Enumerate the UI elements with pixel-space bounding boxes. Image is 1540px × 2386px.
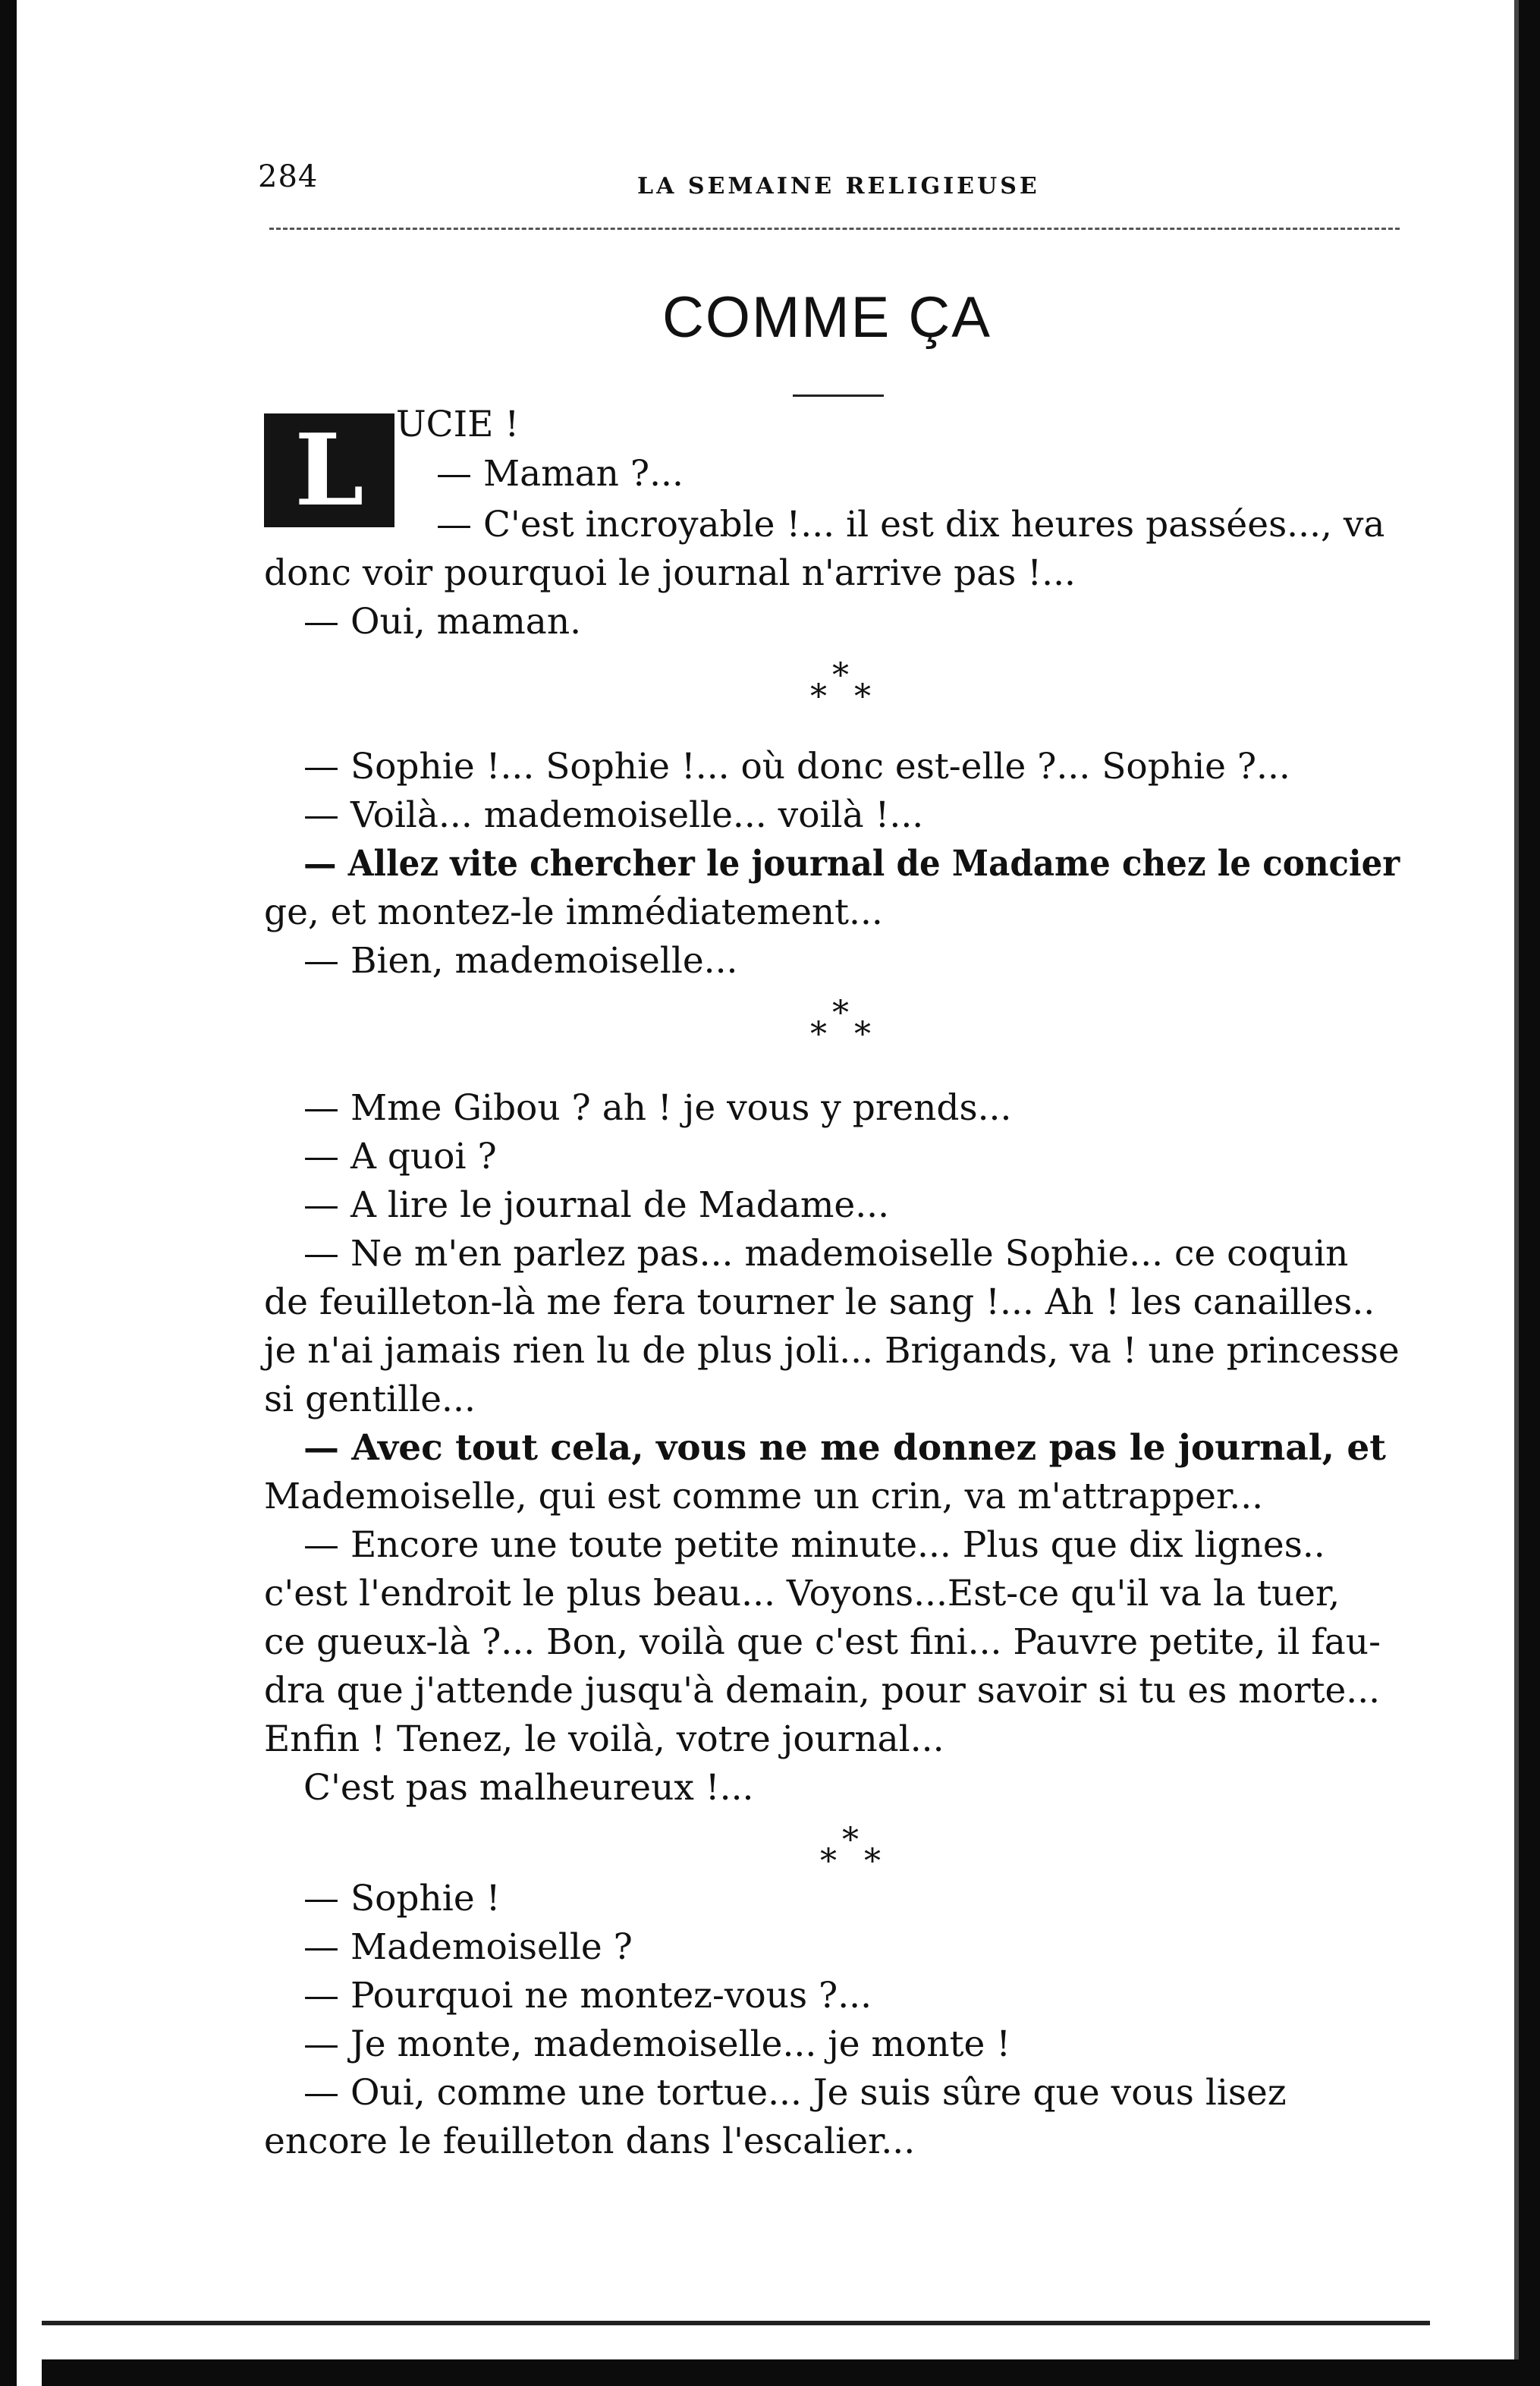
text-line: — Allez vite chercher le journal de Madame chez le concier: [303, 843, 1400, 885]
text-line: encore le feuilleton dans l'escalier...: [264, 2120, 916, 2162]
text-line: je n'ai jamais rien lu de plus joli... Brigands, va ! une princesse: [264, 1330, 1400, 1372]
text-line: — Oui, maman.: [303, 601, 582, 643]
title-rule: [793, 395, 884, 397]
text-line: — Bien, mademoiselle...: [303, 940, 738, 982]
asterism-left-star: *: [820, 1842, 837, 1881]
page-number: 284: [258, 159, 319, 194]
text-line: — Sophie !: [303, 1878, 501, 1919]
text-line: — A lire le journal de Madame...: [303, 1184, 890, 1226]
text-line: — Je monte, mademoiselle... je monte !: [303, 2023, 1011, 2065]
scan-border-right: [1519, 0, 1540, 2386]
asterism-right-star: *: [854, 1015, 871, 1054]
text-line: — Oui, comme une tortue... Je suis sûre que vous lisez: [303, 2072, 1287, 2114]
asterism-top-star: *: [842, 1821, 859, 1859]
text-line: — Pourquoi ne montez-vous ?...: [303, 1975, 872, 2017]
asterism-left-star: *: [810, 1015, 827, 1054]
text-line: — Avec tout cela, vous ne me donnez pas le journal, et: [303, 1427, 1386, 1469]
text-line: Mademoiselle, qui est comme un crin, va m'attrapper...: [264, 1476, 1264, 1517]
text-line: — Voilà... mademoiselle... voilà !...: [303, 794, 924, 836]
drop-cap: L: [264, 413, 394, 527]
scan-bottom-rule: [42, 2321, 1430, 2325]
asterism-right-star: *: [854, 677, 871, 716]
text-line: C'est pas malheureux !...: [303, 1767, 754, 1809]
scan-border-bottom: [42, 2359, 1540, 2386]
text-line: — Sophie !... Sophie !... où donc est-elle ?... Sophie ?...: [303, 746, 1290, 787]
text-line: si gentille...: [264, 1378, 476, 1420]
text-line: — Mademoiselle ?: [303, 1926, 633, 1968]
article-title: COMME ÇA: [662, 285, 992, 350]
scan-border-left: [0, 0, 17, 2386]
text-line: — Encore une toute petite minute... Plus que dix lignes..: [303, 1524, 1325, 1566]
text-line: de feuilleton-là me fera tourner le sang !... Ah ! les canailles..: [264, 1281, 1375, 1323]
text-line: dra que j'attende jusqu'à demain, pour savoir si tu es morte...: [264, 1670, 1381, 1712]
asterism-top-star: *: [832, 656, 849, 695]
header-rule: [269, 228, 1400, 230]
text-line: UCIE !: [396, 404, 520, 445]
asterism-top-star: *: [832, 994, 849, 1033]
text-line: — Ne m'en parlez pas... mademoiselle Sophie... ce coquin: [303, 1233, 1349, 1275]
asterism-right-star: *: [864, 1842, 881, 1881]
text-line: c'est l'endroit le plus beau... Voyons...Est-ce qu'il va la tuer,: [264, 1573, 1340, 1614]
text-line: — C'est incroyable !... il est dix heures passées..., va: [436, 504, 1385, 545]
asterism-left-star: *: [810, 677, 827, 716]
text-line: Enfin ! Tenez, le voilà, votre journal...: [264, 1718, 944, 1760]
text-line: ge, et montez-le immédiatement...: [264, 891, 883, 933]
text-line: — Mme Gibou ? ah ! je vous y prends...: [303, 1087, 1012, 1129]
text-line: — A quoi ?: [303, 1136, 497, 1177]
text-line: ce gueux-là ?... Bon, voilà que c'est fini... Pauvre petite, il fau-: [264, 1621, 1381, 1663]
text-line: donc voir pourquoi le journal n'arrive pas !...: [264, 552, 1076, 594]
running-title: LA SEMAINE RELIGIEUSE: [637, 173, 1040, 200]
page-header: [258, 159, 1411, 205]
text-line: — Maman ?...: [436, 453, 684, 495]
